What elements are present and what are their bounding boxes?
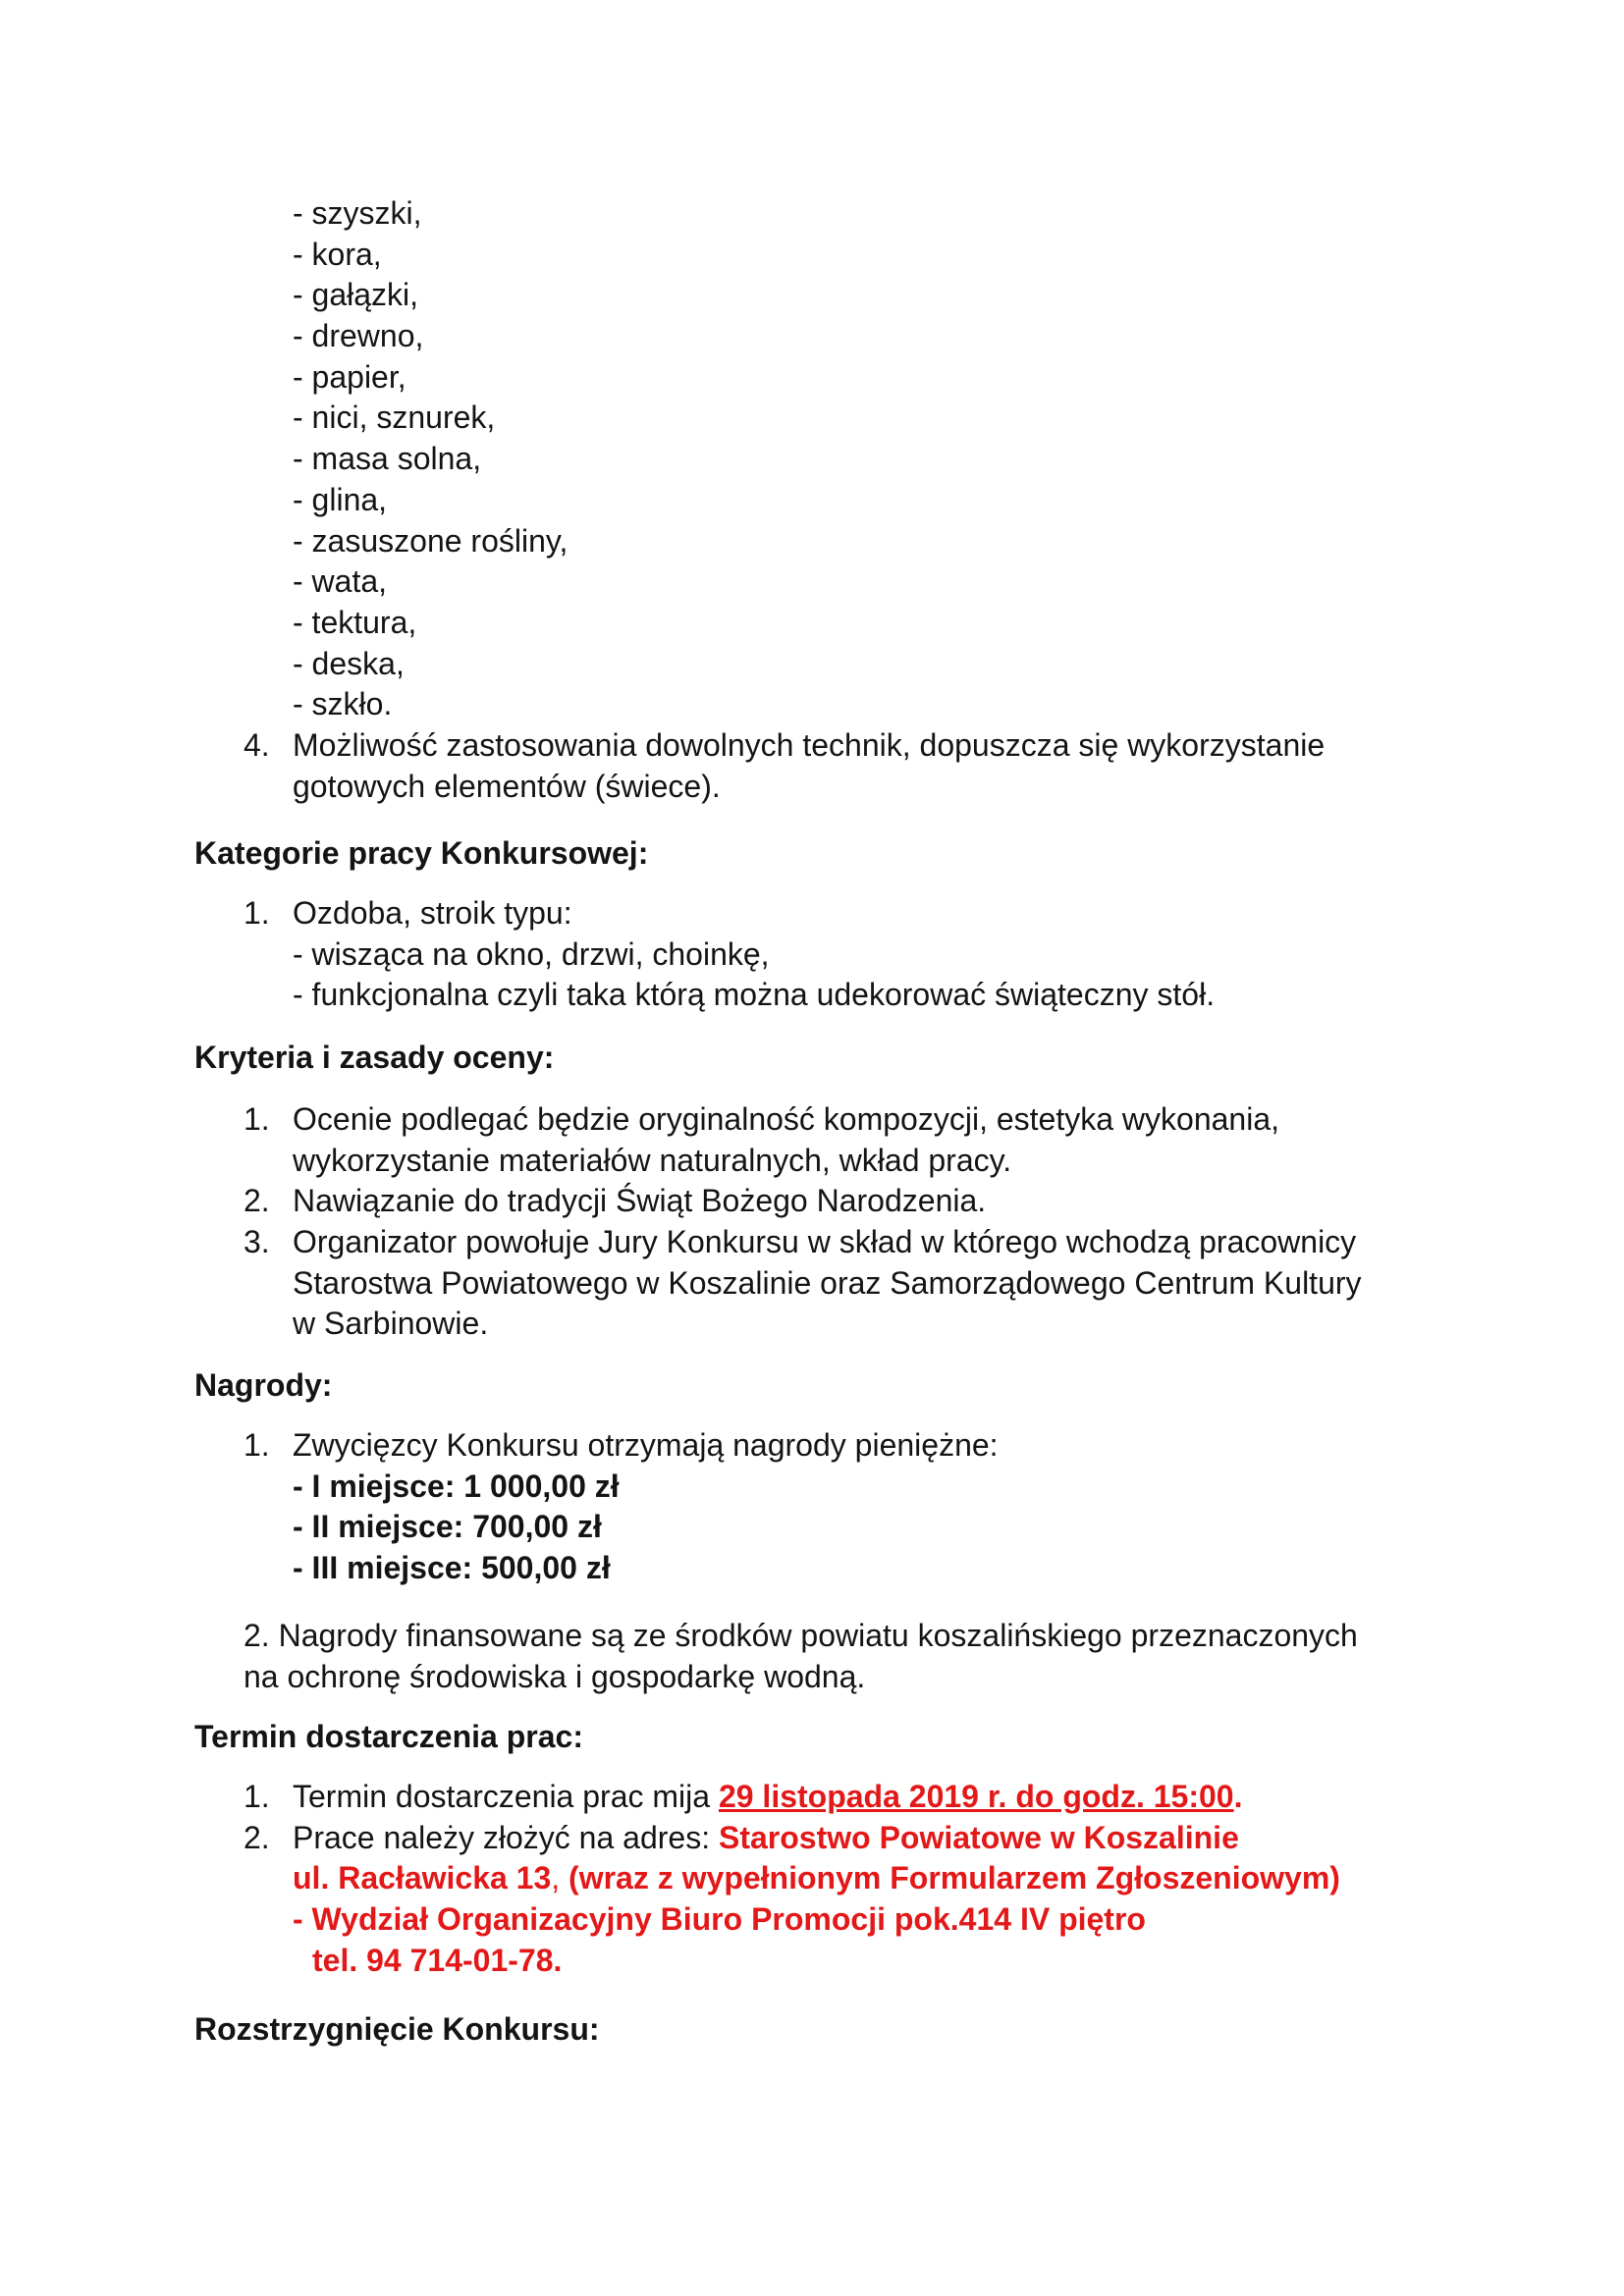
prize-third: - III miejsce: 500,00 zł xyxy=(293,1550,611,1586)
form-note: (wraz z wypełnionym Formularzem Zgłoszeniowym) xyxy=(560,1860,1340,1896)
list-number: 2. xyxy=(244,1183,270,1219)
list-item xyxy=(244,1181,1362,1222)
materials-list xyxy=(293,193,568,725)
department-line: - Wydział Organizacyjny Biuro Promocji pok.414 IV piętro xyxy=(293,1901,1146,1938)
deadline-date: 29 listopada 2019 r. do godz. 15:00 xyxy=(718,1779,1234,1814)
deadline-prefix: Termin dostarczenia prac mija xyxy=(293,1779,719,1814)
list-text: w Sarbinowie. xyxy=(293,1306,489,1342)
list-item: - nici, sznurek, xyxy=(293,400,496,436)
list-text: - funkcjonalna czyli taka którą można udekorować świąteczny stół. xyxy=(293,977,1216,1013)
list-item: - deska, xyxy=(293,645,405,681)
list-number: 1. xyxy=(244,1779,270,1814)
list-number: 1. xyxy=(244,1427,270,1463)
phone-line: tel. 94 714-01-78. xyxy=(312,1942,563,1978)
list-item: - masa solna, xyxy=(293,441,482,477)
list-text: Organizator powołuje Jury Konkursu w skład w którego wchodzą pracownicy xyxy=(293,1224,1357,1260)
kryteria-list xyxy=(244,1099,1362,1345)
list-text: Starostwa Powiatowego w Koszalinie oraz Samorządowego Centrum Kultury xyxy=(293,1264,1362,1301)
list-item xyxy=(244,1818,1340,1982)
list-item xyxy=(244,1099,1362,1181)
street: ul. Racławicka 13 xyxy=(293,1860,552,1896)
list-number: 3. xyxy=(244,1224,270,1260)
nagrody-item-1 xyxy=(244,1425,999,1589)
prize-first: - I miejsce: 1 000,00 zł xyxy=(293,1468,620,1504)
section-heading-nagrody: Nagrody: xyxy=(194,1367,333,1403)
section-heading-kryteria: Kryteria i zasady oceny: xyxy=(194,1040,555,1075)
list-number: 4. xyxy=(244,727,270,763)
list-item-4 xyxy=(244,725,1325,807)
list-number: 1. xyxy=(244,1101,270,1137)
list-text: wykorzystanie materiałów naturalnych, wkład pracy. xyxy=(293,1142,1012,1178)
kategorie-item xyxy=(244,893,1215,1016)
list-item: - zasuszone rośliny, xyxy=(293,522,568,559)
list-text: Ocenie podlegać będzie oryginalność kompozycji, estetyka wykonania, xyxy=(293,1101,1279,1137)
list-item xyxy=(244,1222,1362,1345)
list-text: gotowych elementów (świece). xyxy=(293,768,721,804)
list-item: - gałązki, xyxy=(293,277,419,313)
termin-list xyxy=(244,1777,1340,1981)
list-item: - glina, xyxy=(293,481,388,517)
list-text: Możliwość zastosowania dowolnych technik, dopuszcza się wykorzystanie xyxy=(293,727,1326,763)
list-item: - szkło. xyxy=(293,686,393,722)
section-heading-rozstrzygniecie: Rozstrzygnięcie Konkursu: xyxy=(194,2011,600,2047)
list-item: - papier, xyxy=(293,358,406,395)
list-number: 1. xyxy=(244,895,270,931)
address-line xyxy=(293,1818,1340,1859)
list-item: - drewno, xyxy=(293,318,424,354)
list-text: 2. Nagrody finansowane są ze środków powiatu koszalińskiego przeznaczonych xyxy=(244,1618,1358,1653)
list-text: - wisząca na okno, drzwi, choinkę, xyxy=(293,935,770,972)
street-comma: , xyxy=(551,1860,561,1896)
list-text: na ochronę środowiska i gospodarkę wodną. xyxy=(244,1658,866,1694)
deadline-line xyxy=(293,1777,1340,1818)
list-text: Zwycięzcy Konkursu otrzymają nagrody pieniężne: xyxy=(293,1427,999,1463)
list-text: Ozdoba, stroik typu: xyxy=(293,895,572,931)
address-prefix: Prace należy złożyć na adres: xyxy=(293,1819,719,1855)
prize-second: - II miejsce: 700,00 zł xyxy=(293,1509,602,1545)
nagrody-item-2 xyxy=(244,1616,1358,1697)
list-item: - tektura, xyxy=(293,604,417,640)
street-line xyxy=(293,1858,1340,1899)
list-item: - kora, xyxy=(293,236,382,272)
deadline-suffix: . xyxy=(1233,1779,1243,1814)
section-heading-kategorie: Kategorie pracy Konkursowej: xyxy=(194,835,649,871)
list-item xyxy=(244,1777,1340,1818)
list-text: Nawiązanie do tradycji Świąt Bożego Narodzenia. xyxy=(293,1183,987,1219)
section-heading-termin: Termin dostarczenia prac: xyxy=(194,1719,583,1754)
list-number: 2. xyxy=(244,1819,270,1855)
list-item: - wata, xyxy=(293,563,388,600)
list-item: - szyszki, xyxy=(293,195,422,231)
address-name: Starostwo Powiatowe w Koszalinie xyxy=(718,1819,1239,1855)
